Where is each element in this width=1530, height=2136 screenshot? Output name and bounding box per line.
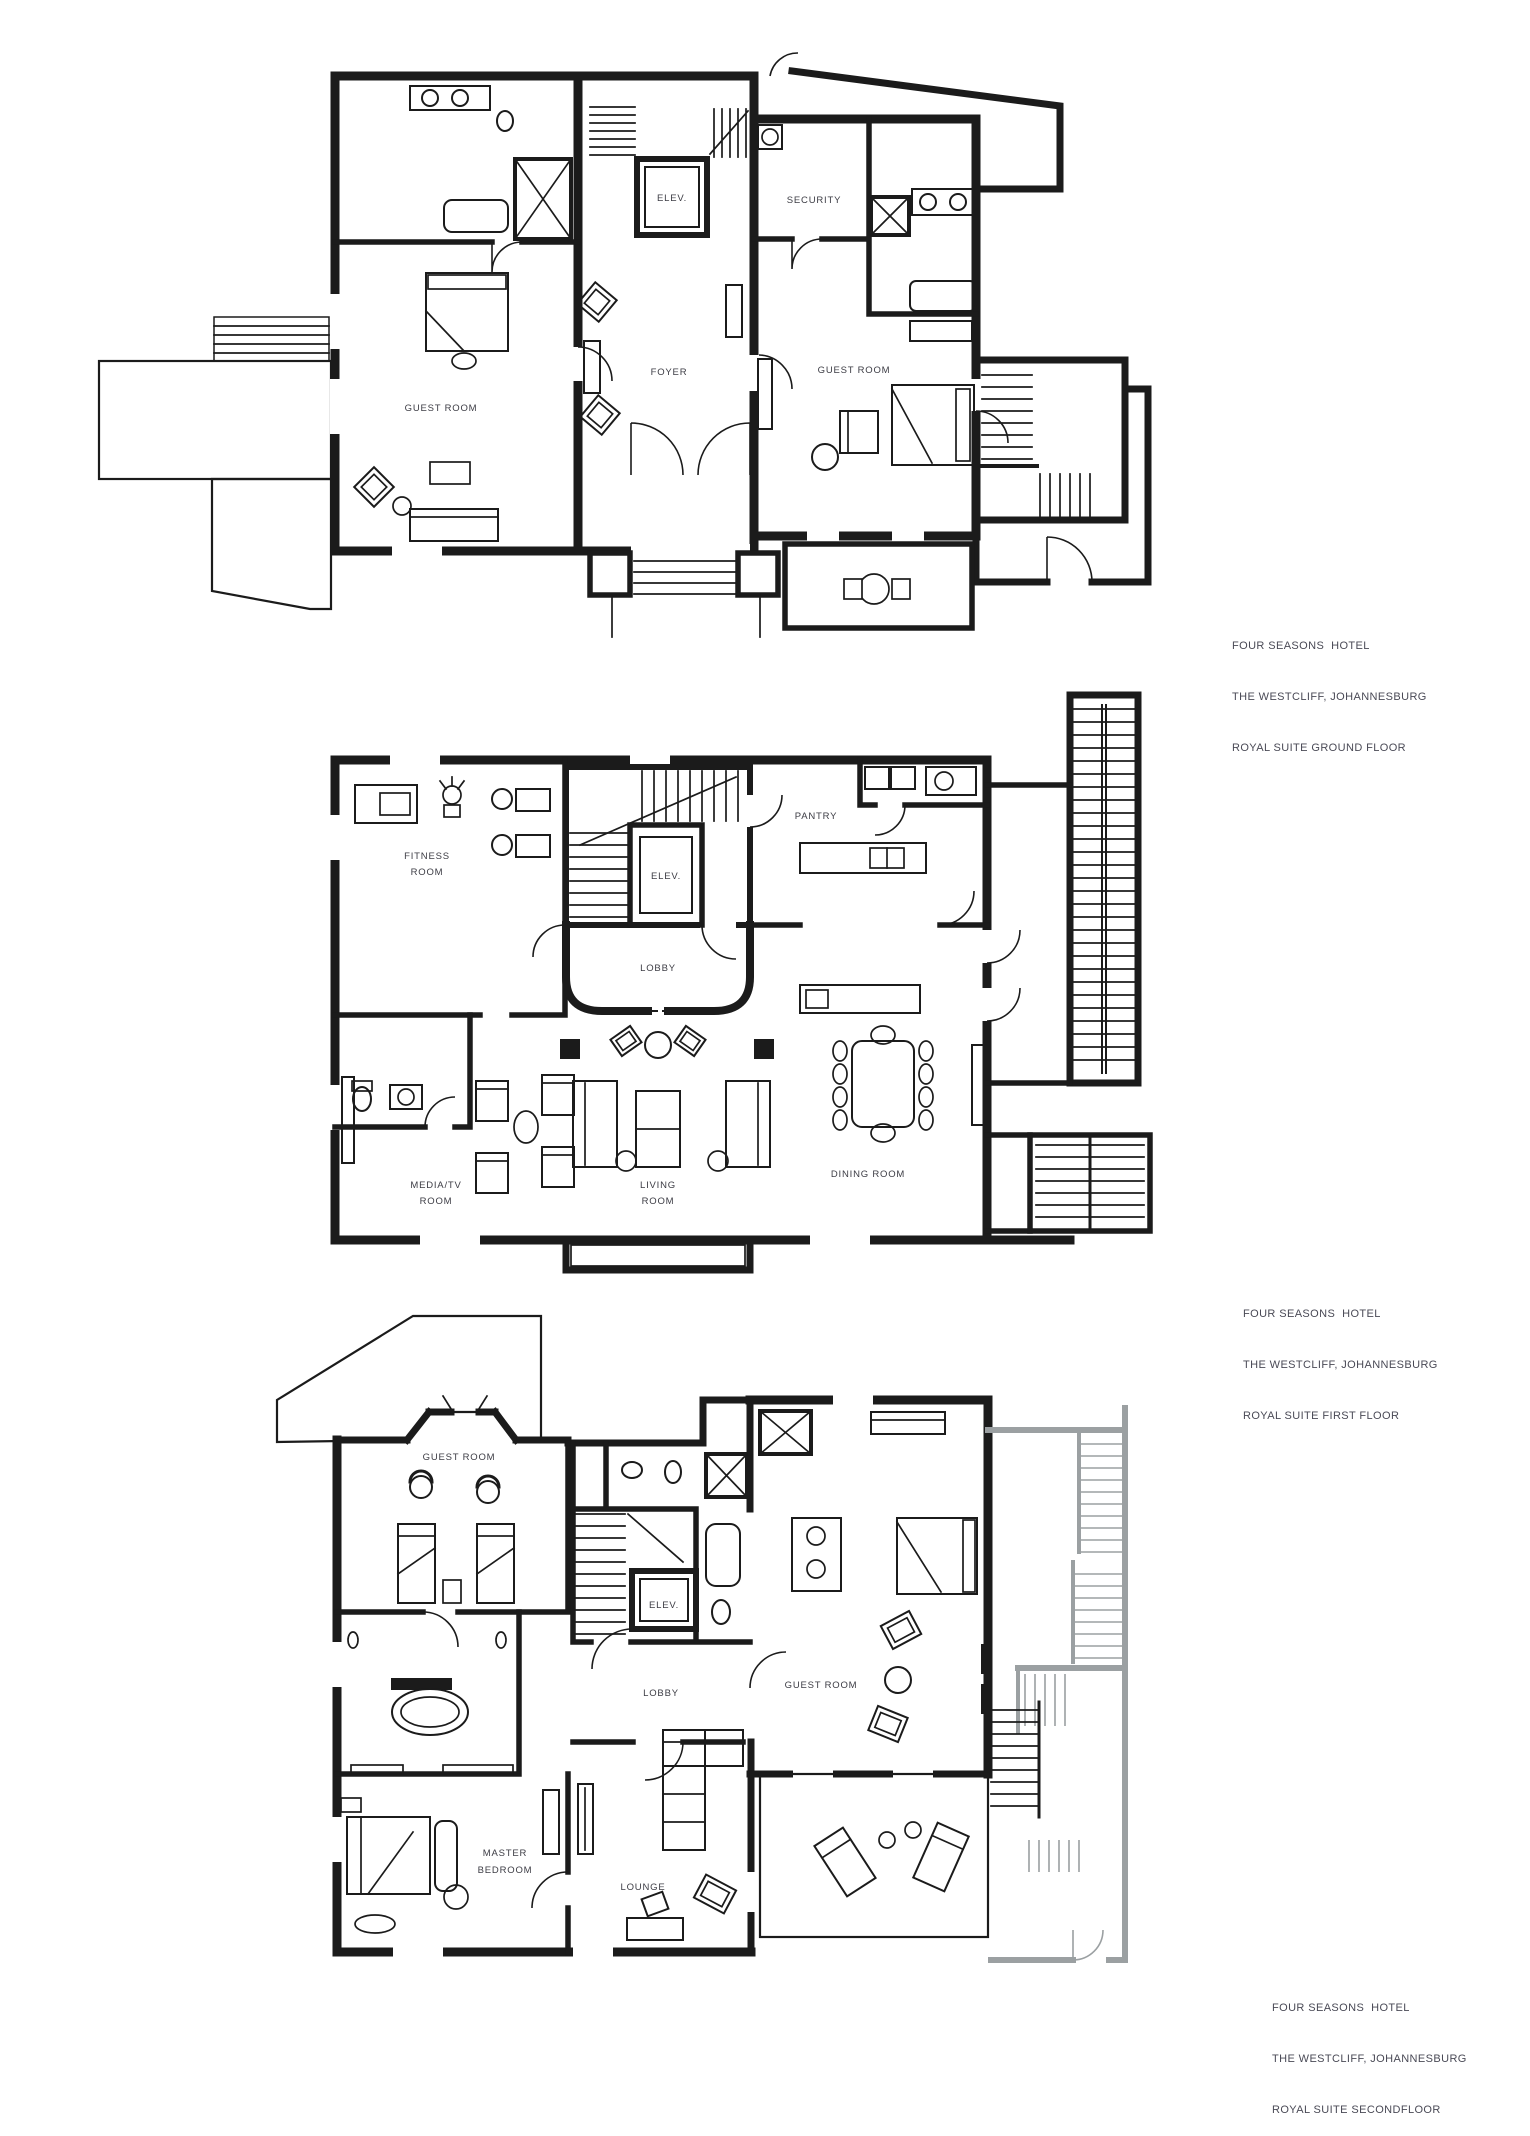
caption-line: THE WESTCLIFF, JOHANNESBURG	[1272, 2053, 1467, 2066]
media-tv-room	[342, 1075, 574, 1207]
stool-icon	[492, 835, 512, 855]
caption-line: FOUR SEASONS HOTEL	[1243, 1308, 1381, 1321]
sofa-icon	[573, 1081, 617, 1167]
chair-icon	[410, 1476, 432, 1498]
elevator-label: ELEV.	[650, 871, 682, 882]
chair-icon	[833, 1110, 847, 1130]
sofa-icon	[663, 1730, 743, 1766]
chair-icon	[833, 1087, 847, 1107]
stairs-icon	[1074, 705, 1134, 1073]
spa-tub-icon	[392, 1689, 468, 1735]
exterior-stairs-icon	[988, 1408, 1125, 1960]
master-bedroom	[341, 1774, 568, 1952]
security-label: SECURITY	[786, 195, 842, 206]
appliance-icon	[865, 767, 889, 789]
dresser-icon	[543, 1790, 559, 1854]
first-floor-caption	[1243, 1272, 1438, 1442]
dining-room-label: DINING ROOM	[830, 1169, 906, 1180]
kitchen-island-icon	[800, 843, 926, 873]
lounge	[578, 1730, 743, 1940]
elevator	[630, 825, 702, 925]
first-floor-plan	[330, 695, 1170, 1270]
stairs-icon	[1030, 1135, 1150, 1231]
toilet-icon	[665, 1461, 681, 1483]
guest-room-label: GUEST ROOM	[404, 403, 478, 414]
pantry	[744, 760, 987, 1013]
armchair-icon	[610, 1026, 641, 1056]
chair-icon	[477, 1481, 499, 1503]
bench-icon	[910, 321, 972, 341]
table-icon	[885, 1667, 911, 1693]
chair-icon	[919, 1064, 933, 1084]
chair-icon	[919, 1041, 933, 1061]
chaise-icon	[435, 1821, 457, 1891]
living-room-label: ROOM	[641, 1196, 675, 1207]
sink-icon	[935, 772, 953, 790]
side-table-icon	[393, 497, 411, 515]
bed-icon	[347, 1817, 430, 1894]
armchair-icon	[542, 1147, 574, 1187]
terrace-deck-icon	[99, 317, 331, 609]
armchair-icon	[476, 1153, 508, 1193]
bed-icon	[426, 273, 508, 351]
armchair-icon	[694, 1875, 736, 1914]
armchair-icon	[577, 282, 616, 321]
column-icon	[754, 1039, 774, 1059]
sink-icon	[950, 194, 966, 210]
elevator-label: ELEV.	[648, 1600, 680, 1611]
sink-icon	[398, 1089, 414, 1105]
sink-icon	[920, 194, 936, 210]
nightstand-icon	[443, 1580, 461, 1603]
stairs-icon	[976, 375, 1090, 520]
second-floor-caption	[1272, 1966, 1467, 2136]
chair-icon	[892, 579, 910, 599]
guest-room-label: GUEST ROOM	[422, 1452, 496, 1463]
caption-line: FOUR SEASONS HOTEL	[1272, 2002, 1410, 2015]
fitness-room-label: FITNESS	[404, 851, 450, 862]
caption-line: ROYAL SUITE FIRST FLOOR	[1243, 1410, 1400, 1423]
bathroom	[337, 1612, 519, 1774]
side-table-icon	[879, 1832, 895, 1848]
foyer	[577, 282, 750, 475]
entry-steps-icon	[590, 553, 778, 637]
foyer-label: FOYER	[650, 367, 688, 378]
fitness-room-label: ROOM	[410, 867, 444, 878]
nightstand-icon	[341, 1798, 361, 1812]
stool-icon	[492, 789, 512, 809]
elevator	[632, 1571, 696, 1629]
bathtub-icon	[910, 281, 976, 311]
round-chair-icon	[812, 444, 838, 470]
table-icon	[645, 1032, 671, 1058]
lobby	[566, 925, 750, 1011]
coffee-table-icon	[430, 462, 470, 484]
rug-icon	[355, 1915, 395, 1933]
sink-icon	[422, 90, 438, 106]
side-table-icon	[905, 1822, 921, 1838]
fitness-room	[335, 760, 565, 1015]
lounger-icon	[814, 1828, 875, 1897]
sideboard-icon	[972, 1045, 984, 1125]
armchair-icon	[542, 1075, 574, 1115]
bathroom-right	[871, 189, 976, 311]
bathtub-icon	[444, 200, 508, 232]
caption-line: ROYAL SUITE GROUND FLOOR	[1232, 742, 1407, 755]
guest-room-label: GUEST ROOM	[817, 365, 891, 376]
armchair-icon	[868, 1706, 907, 1742]
elevator	[637, 159, 707, 235]
lobby-label: LOBBY	[643, 1688, 679, 1699]
bathroom	[335, 1015, 470, 1127]
armchair-icon	[881, 1611, 921, 1649]
lounge-label: LOUNGE	[620, 1882, 666, 1893]
guest-room-label: GUEST ROOM	[784, 1680, 858, 1691]
second-floor-plan	[273, 1312, 1173, 1972]
treadmill-icon	[355, 785, 417, 823]
sink-icon	[452, 90, 468, 106]
lounger-icon	[913, 1823, 968, 1892]
bed-icon	[897, 1518, 977, 1594]
sink-icon	[807, 1527, 825, 1545]
stairs-icon	[590, 107, 748, 157]
media-room-label: MEDIA/TV	[410, 1180, 462, 1191]
terrace-deck-icon	[277, 1316, 541, 1442]
dresser-icon	[758, 359, 772, 429]
patio-icon	[785, 544, 972, 628]
patio-icon	[760, 1774, 988, 1937]
console-icon	[726, 285, 742, 337]
ground-floor-caption	[1232, 604, 1427, 774]
caption-line: THE WESTCLIFF, JOHANNESBURG	[1243, 1359, 1438, 1372]
chair-icon	[919, 1110, 933, 1130]
caption-line: ROYAL SUITE SECONDFLOOR	[1272, 2104, 1441, 2117]
guest-room-right	[758, 321, 974, 470]
bathtub-icon	[706, 1524, 740, 1586]
guest-room-top	[337, 1443, 568, 1647]
armchair-icon	[674, 1026, 705, 1056]
armchair-icon	[580, 395, 619, 434]
dining-room	[831, 1026, 984, 1180]
dining-table-icon	[852, 1041, 914, 1127]
sink-icon	[807, 1560, 825, 1578]
ottoman-icon	[642, 1892, 669, 1916]
guest-room-right	[785, 1412, 988, 1742]
elevator-label: ELEV.	[656, 193, 688, 204]
sink-icon	[762, 129, 778, 145]
stairs-icon	[566, 767, 750, 959]
bench-icon	[871, 1412, 945, 1434]
guest-room-left	[354, 273, 508, 541]
console-icon	[584, 341, 600, 393]
column-icon	[560, 1039, 580, 1059]
sofa-icon	[726, 1081, 770, 1167]
bed-icon	[892, 385, 974, 465]
appliance-icon	[891, 767, 915, 789]
bench-icon	[516, 789, 550, 811]
table-icon	[859, 574, 889, 604]
armchair-icon	[840, 411, 878, 453]
table-icon	[514, 1111, 538, 1143]
armchair-icon	[476, 1081, 508, 1121]
sofa-icon	[663, 1730, 705, 1850]
coffee-table-icon	[627, 1918, 683, 1940]
master-bedroom-label: MASTER	[482, 1848, 528, 1859]
ground-floor-plan	[92, 59, 1172, 644]
pantry-label: PANTRY	[794, 811, 838, 822]
chair-icon	[844, 579, 862, 599]
bench-icon	[516, 835, 550, 857]
sofa-icon	[410, 509, 498, 541]
caption-line: THE WESTCLIFF, JOHANNESBURG	[1232, 691, 1427, 704]
chair-icon	[919, 1087, 933, 1107]
bathroom-left	[335, 86, 578, 272]
lobby-label: LOBBY	[640, 963, 676, 974]
armchair-icon	[354, 467, 394, 507]
toilet-icon	[497, 111, 513, 131]
entry-steps-icon	[571, 1245, 745, 1266]
chair-icon	[833, 1041, 847, 1061]
media-room-label: ROOM	[419, 1196, 453, 1207]
living-room	[560, 1026, 774, 1207]
toilet-icon	[712, 1600, 730, 1624]
caption-line: FOUR SEASONS HOTEL	[1232, 640, 1370, 653]
side-table-icon	[616, 1151, 636, 1171]
sink-icon	[622, 1462, 642, 1478]
living-room-label: LIVING	[640, 1180, 676, 1191]
chair-icon	[833, 1064, 847, 1084]
window-gaps	[330, 294, 981, 558]
master-bedroom-label: BEDROOM	[477, 1865, 533, 1876]
security-room	[754, 119, 976, 314]
